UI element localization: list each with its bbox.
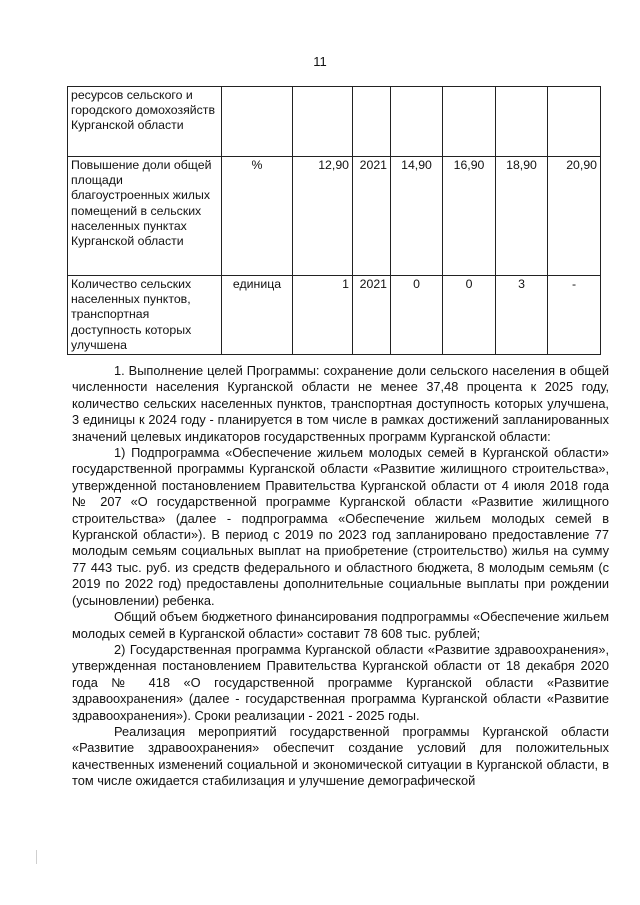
base-year-cell: 2021 — [353, 157, 391, 276]
value-cell: 3 — [496, 276, 548, 355]
value-cell — [391, 87, 443, 157]
unit-cell: % — [222, 157, 293, 276]
value-cell: 14,90 — [391, 157, 443, 276]
value-cell: 0 — [443, 276, 496, 355]
table-row — [68, 87, 601, 157]
indicator-name-cell: ресурсов сельского и городского домохозяйств Курганской области — [68, 87, 222, 157]
paragraph: 1. Выполнение целей Программы: сохранение доли сельского населения в общей численности населения Курганской области не менее 37,48 процента к 2025 году, количество сельских населенных пунктов, транспортная доступность которых улучшена, 3 единицы к 2024 году - планируется в том числе в рамках достижений запланированных значений целевых индикаторов государственных программ Курганской области: — [72, 363, 609, 444]
table-row — [68, 157, 601, 276]
indicator-name-cell: Количество сельских населенных пунктов, транспортная доступность которых улучшена — [68, 276, 222, 355]
value-cell — [443, 87, 496, 157]
table-row — [68, 276, 601, 355]
unit-cell: единица — [222, 276, 293, 355]
value-cell: - — [548, 276, 601, 355]
paragraph: Реализация мероприятий государственной программы Курганской области «Развитие здравоохранения» обеспечит создание условий для положительных качественных изменений социальной и экономической ситуации в Курганской области, в том числе ожидается стабилизация и улучшение демографической — [72, 723, 609, 789]
value-cell: 0 — [391, 276, 443, 355]
value-cell — [496, 87, 548, 157]
value-cell: 16,90 — [443, 157, 496, 276]
indicator-name-cell: Повышение доли общей площади благоустроенных жилых помещений в сельских населенных пунктах Курганской области — [68, 157, 222, 276]
base-year-cell — [353, 87, 391, 157]
base-year-cell: 2021 — [353, 276, 391, 355]
value-cell: 18,90 — [496, 157, 548, 276]
value-cell — [548, 87, 601, 157]
scan-artifact — [36, 850, 37, 864]
paragraph: 1) Подпрограмма «Обеспечение жильем молодых семей в Курганской области» государственной программы Курганской области «Развитие жилищного строительства», утвержденной постановлением Правительства Курганской области от 4 июля 2018 года № 207 «О государственной программе Курганской области «Развитие жилищного строительства» (далее - подпрограмма «Обеспечение жильем молодых семей в Курганской области»). В период с 2019 по 2023 год запланировано предоставление 77 молодым семьям социальных выплат на приобретение (строительство) жилья на сумму 77 443 тыс. руб. из средств федерального и областного бюджета, 8 молодым семьям (с 2019 по 2022 год) предоставлены дополнительные социальные выплаты при рождении (усыновлении) ребенка. — [72, 445, 609, 608]
value-cell: 20,90 — [548, 157, 601, 276]
base-value-cell: 12,90 — [293, 157, 353, 276]
paragraph: Общий объем бюджетного финансирования подпрограммы «Обеспечение жильем молодых семей в Курганской области» составит 78 608 тыс. рублей; — [72, 609, 609, 641]
base-value-cell — [293, 87, 353, 157]
paragraph: 2) Государственная программа Курганской области «Развитие здравоохранения», утвержденная постановлением Правительства Курганской области от 18 декабря 2020 года № 418 «О государственной программе Курганской области «Развитие здравоохранения» (далее - государственная программа Курганской области «Развитие здравоохранения»). Сроки реализации - 2021 - 2025 годы. — [72, 641, 609, 723]
indicators-table — [67, 86, 601, 355]
body-text — [72, 363, 609, 790]
unit-cell — [222, 87, 293, 157]
page-number: 11 — [313, 54, 327, 69]
base-value-cell: 1 — [293, 276, 353, 355]
